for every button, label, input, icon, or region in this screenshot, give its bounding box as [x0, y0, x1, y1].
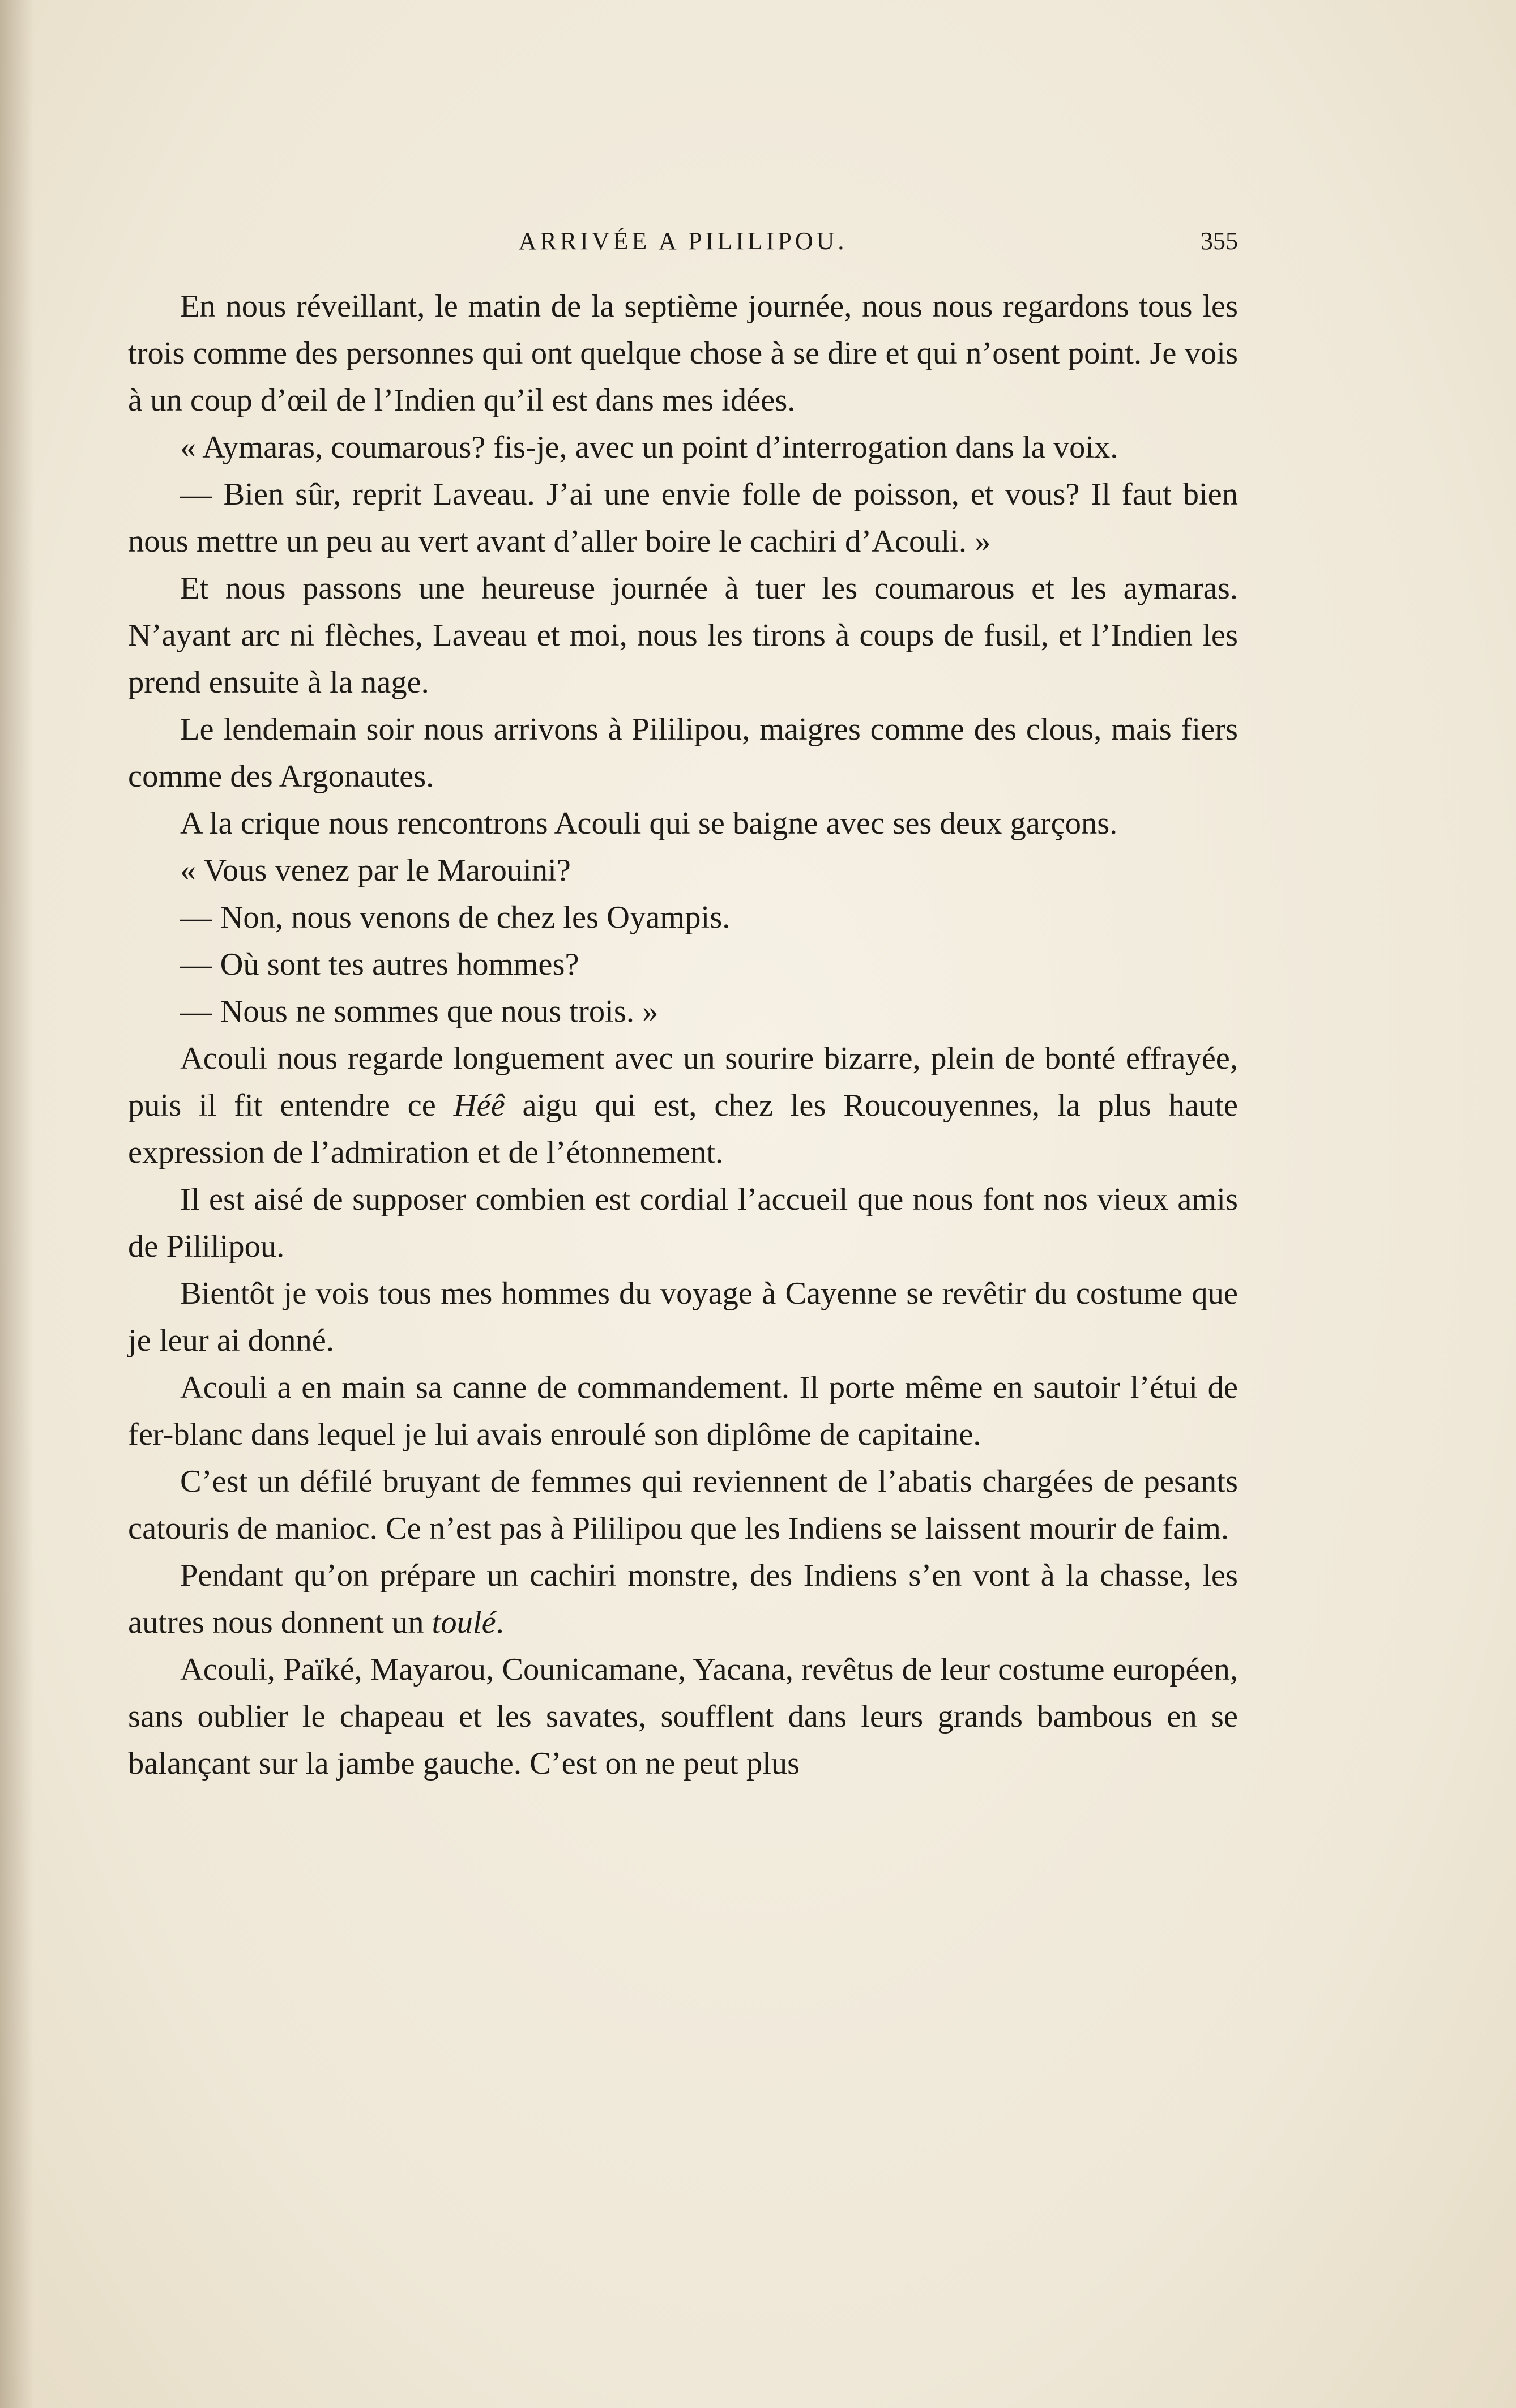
running-title: ARRIVÉE A PILILIPOU. — [518, 227, 848, 255]
paragraph: C’est un défilé bruyant de femmes qui reviennent de l’abatis chargées de pesants catouris de manioc. Ce n’est pas à Pililipou que les Indiens se laissent mourir de faim. — [128, 1464, 1238, 1546]
page-number: 355 — [1201, 227, 1238, 255]
paragraph: A la crique nous rencontrons Acouli qui se baigne avec ses deux garçons. — [180, 806, 1118, 841]
paragraph: Il est aisé de supposer combien est cordial l’accueil que nous font nos vieux amis de Pililipou. — [128, 1182, 1238, 1264]
paragraph: — Où sont tes autres hommes? — [180, 947, 579, 982]
italic-term: toulé — [432, 1605, 496, 1640]
paragraph: Et nous passons une heureuse journée à tuer les coumarous et les aymaras. N’ayant arc ni flèches, Laveau et moi, nous les tirons à coups de fusil, et l’Indien les prend ensuite à la nage. — [128, 571, 1238, 700]
paragraph: — Bien sûr, reprit Laveau. J’ai une envie folle de poisson, et vous? Il faut bien nous mettre un peu au vert avant d’aller boire le cachiri d’Acouli. » — [128, 477, 1238, 559]
body-text — [128, 283, 1238, 1787]
paragraph: — Nous ne sommes que nous trois. » — [180, 994, 659, 1029]
paragraph: En nous réveillant, le matin de la septième journée, nous nous regardons tous les trois comme des personnes qui ont quelque chose à se dire et qui n’osent point. Je vois à un coup d’œil de l’Indien qu’il est dans mes idées. — [128, 289, 1238, 418]
italic-term: Héê — [453, 1088, 505, 1123]
paragraph: « Aymaras, coumarous? fis-je, avec un point d’interrogation dans la voix. — [180, 430, 1118, 465]
binding-shadow — [0, 0, 34, 2408]
paragraph: « Vous venez par le Marouini? — [180, 853, 571, 888]
paragraph: Acouli a en main sa canne de commandement. Il porte même en sautoir l’étui de fer-blanc dans lequel je lui avais enroulé son diplôme de capitaine. — [128, 1370, 1238, 1452]
paragraph: — Non, nous venons de chez les Oyampis. — [180, 900, 731, 935]
paragraph: Acouli, Païké, Mayarou, Counicamane, Yacana, revêtus de leur costume européen, sans oublier le chapeau et les savates, soufflent dans leurs grands bambous en se balançant sur la jambe gauche. C’est on ne peut plus — [128, 1652, 1238, 1781]
paragraph: Acouli nous regarde longuement avec un sourire bizarre, plein de bonté effrayée, puis il fit entendre ce Héê aigu qui est, chez les Roucouyennes, la plus haute expression de l’admiration et de l’étonnement. — [128, 1041, 1238, 1170]
paragraph: Bientôt je vois tous mes hommes du voyage à Cayenne se revêtir du costume que je leur ai donné. — [128, 1276, 1238, 1358]
paragraph: Le lendemain soir nous arrivons à Pililipou, maigres comme des clous, mais fiers comme des Argonautes. — [128, 712, 1238, 794]
page-header — [128, 227, 1238, 266]
paragraph: Pendant qu’on prépare un cachiri monstre, des Indiens s’en vont à la chasse, les autres nous donnent un toulé. — [128, 1558, 1238, 1640]
